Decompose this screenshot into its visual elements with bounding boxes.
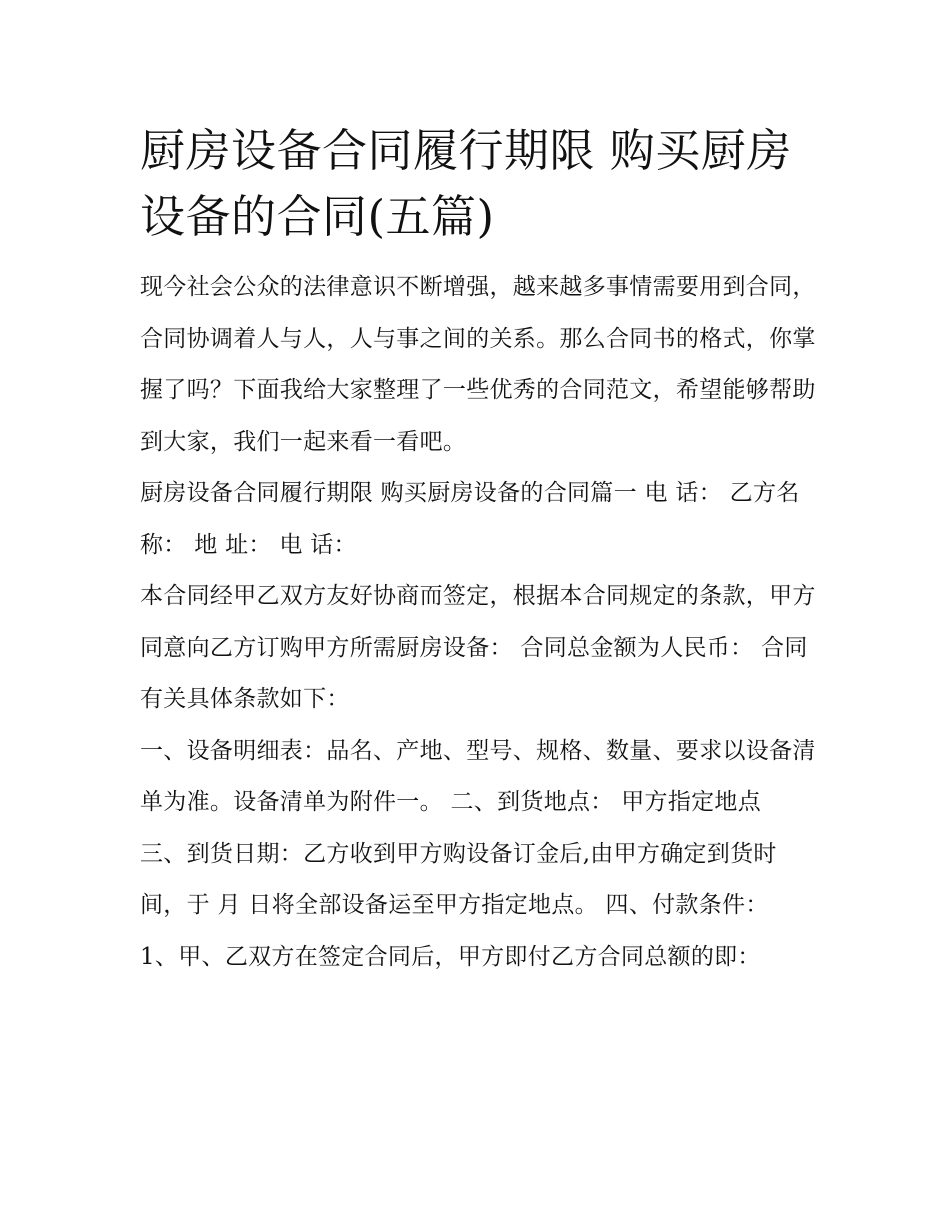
document-title: 厨房设备合同履行期限 购买厨房设备的合同(五篇): [140, 124, 792, 243]
paragraph-intro: 现今社会公众的法律意识不断增强，越来越多事情需要用到合同，合同协调着人与人，人与事之间的关系。那么合同书的格式，你掌握了吗？下面我给大家整理了一些优秀的合同范文，希望能够帮助到大家，我们一起来看一看吧。: [140, 274, 816, 455]
paragraph-payment-1: 1、甲、乙双方在签定合同后，甲方即付乙方合同总额的即：: [140, 943, 761, 970]
paragraph-agreement: 本合同经甲乙双方友好协商而签定，根据本合同规定的条款，甲方同意向乙方订购甲方所需厨房设备： 合同总金额为人民币： 合同有关具体条款如下：: [140, 583, 816, 712]
paragraph-clause-1-2: 一、设备明细表：品名、产地、型号、规格、数量、要求以设备清单为准。设备清单为附件一。 二、到货地点： 甲方指定地点: [140, 737, 816, 815]
paragraph-contract-header: 厨房设备合同履行期限 购买厨房设备的合同篇一 电 话： 乙方名称： 地 址： 电 话：: [140, 480, 800, 558]
document-page: [140, 118, 820, 983]
paragraph-clause-3-4: 三、到货日期：乙方收到甲方购设备订金后,由甲方确定到货时间，于 月 日将全部设备运至甲方指定地点。 四、付款条件：: [140, 840, 777, 918]
